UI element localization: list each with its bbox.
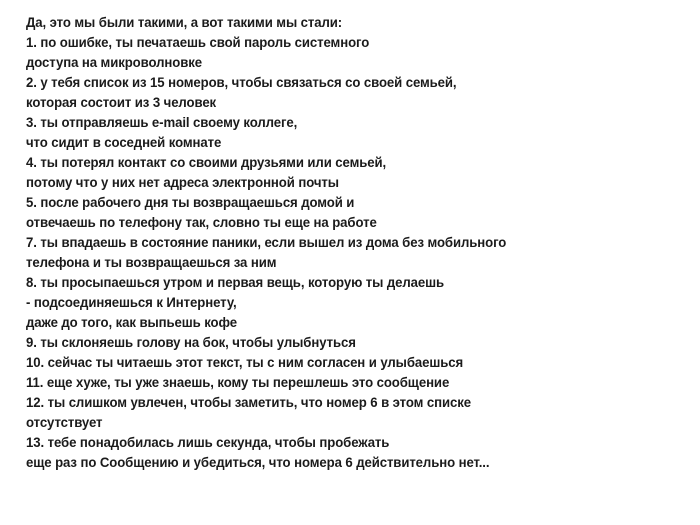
heading-line: Да, это мы были такими, а вот такими мы стали: <box>26 15 343 30</box>
text-line: телефона и ты возвращаешься за ним <box>26 255 277 270</box>
text-line: 13. тебе понадобилась лишь секунда, чтобы пробежать <box>26 435 390 450</box>
text-line: 7. ты впадаешь в состояние паники, если вышел из дома без мобильного <box>26 235 507 250</box>
text-line: 12. ты слишком увлечен, чтобы заметить, что номер 6 в этом списке <box>26 395 471 410</box>
text-line: 1. по ошибке, ты печатаешь свой пароль системного <box>26 35 370 50</box>
text-line: 5. после рабочего дня ты возвращаешься домой и <box>26 195 355 210</box>
text-line: отвечаешь по телефону так, словно ты еще на работе <box>26 215 377 230</box>
document-text <box>26 13 647 473</box>
text-line: доступа на микроволновке <box>26 55 202 70</box>
text-line: 8. ты просыпаешься утром и первая вещь, которую ты делаешь <box>26 275 445 290</box>
text-line: даже до того, как выпьешь кофе <box>26 315 238 330</box>
text-line: 10. сейчас ты читаешь этот текст, ты с ним согласен и улыбаешься <box>26 355 464 370</box>
text-line: еще раз по Сообщению и убедиться, что номера 6 действительно нет... <box>26 455 490 470</box>
text-line: 4. ты потерял контакт со своими друзьями или семьей, <box>26 155 387 170</box>
text-line: 3. ты отправляешь e-mail своему коллеге, <box>26 115 298 130</box>
text-line: 9. ты склоняешь голову на бок, чтобы улыбнуться <box>26 335 356 350</box>
text-line: отсутствует <box>26 415 103 430</box>
text-line: 11. еще хуже, ты уже знаешь, кому ты перешлешь это сообщение <box>26 375 450 390</box>
text-line: - подсоединяешься к Интернету, <box>26 295 237 310</box>
text-line: потому что у них нет адреса электронной почты <box>26 175 339 190</box>
text-line: что сидит в соседней комнате <box>26 135 222 150</box>
text-line: которая состоит из 3 человек <box>26 95 217 110</box>
text-line: 2. у тебя список из 15 номеров, чтобы связаться со своей семьей, <box>26 75 457 90</box>
